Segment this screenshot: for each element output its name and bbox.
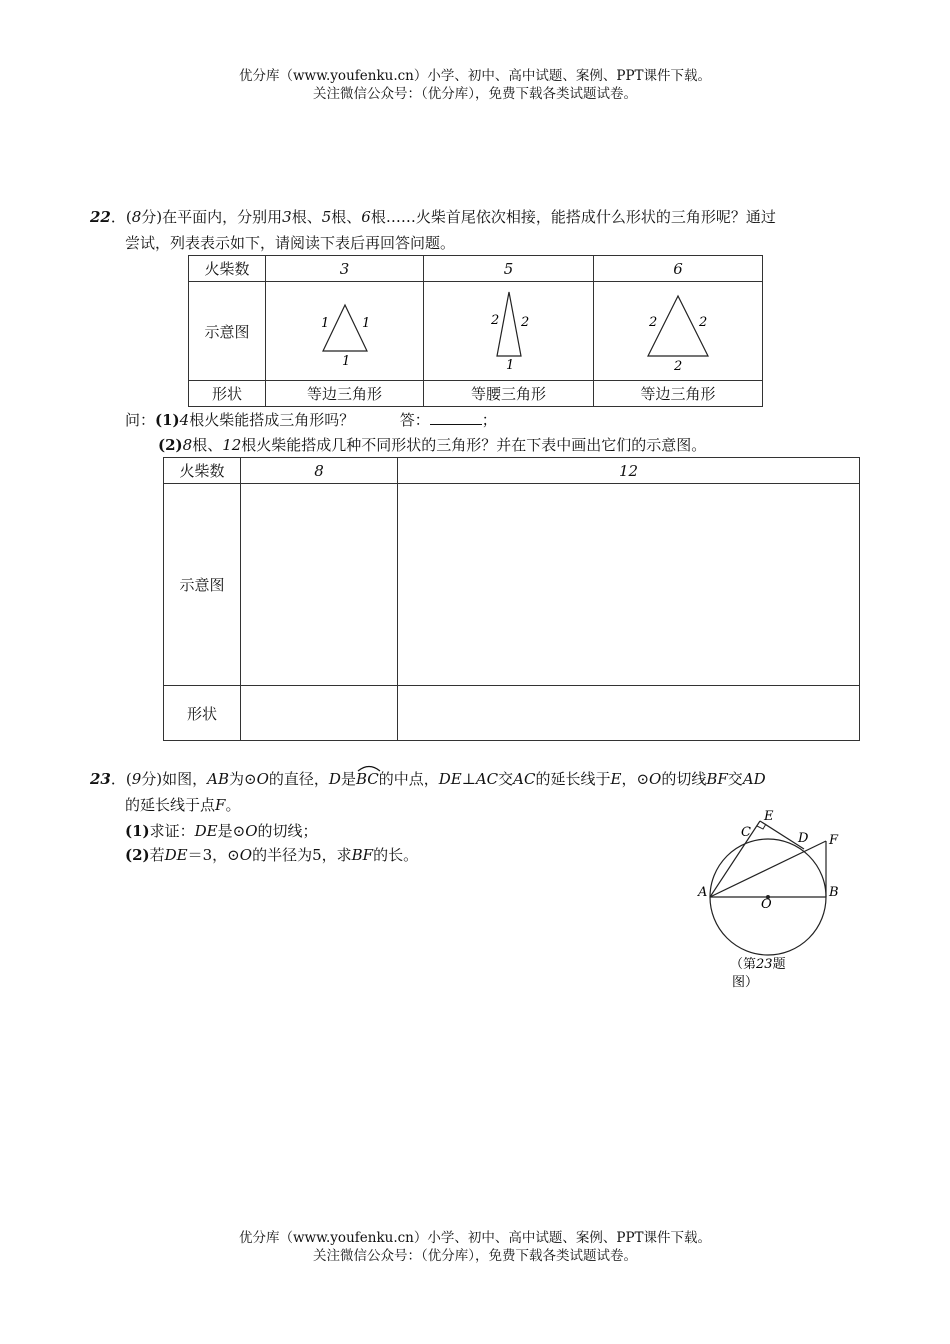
table1-shape-row — [189, 381, 763, 407]
footer-line-1: 优分库（www.youfenku.cn）小学、初中、高中试题、案例、PPT课件下载。 — [238, 1230, 712, 1246]
footer-line-2: 关注微信公众号：（优分库），免费下载各类试题试卷。 — [313, 1248, 637, 1264]
q22-points: 8 — [131, 208, 142, 226]
triangle-5-diagram — [459, 284, 559, 374]
triangle-6-side-bottom: 2 — [674, 359, 683, 374]
q22-answer-end: ； — [481, 411, 497, 429]
q23-O: O — [256, 770, 269, 788]
triangle-6-side-left: 2 — [649, 315, 658, 330]
q22-sub1 — [125, 407, 497, 433]
q23-D: D — [328, 770, 341, 788]
q22-ask-prefix: 问： — [125, 411, 156, 429]
q22-sub1-label: (1) — [155, 411, 180, 429]
header-line-1: 优分库（www.youfenku.cn）小学、初中、高中试题、案例、PPT课件下载。 — [238, 68, 712, 84]
q22-number: 22 — [90, 208, 111, 226]
q23-sub1-b: 是⊙ — [217, 822, 246, 840]
triangle-3-diagram — [295, 289, 395, 369]
q23-sub1-c: 的切线； — [257, 822, 318, 840]
q23-sub1 — [125, 818, 318, 844]
q23-AB: AB — [207, 770, 229, 788]
label-F: F — [829, 833, 839, 848]
table1-diagram-5 — [424, 282, 594, 381]
q22-sep1: 根、 — [291, 208, 322, 226]
q23-sub2-r: 5 — [312, 846, 322, 864]
q23-perp: ⊥ — [461, 770, 476, 788]
triangle-3-side-right: 1 — [361, 316, 370, 331]
table1-diagram-row — [189, 282, 763, 381]
q22-sub1-num: 4 — [179, 411, 190, 429]
figure-caption-line-2: 图） — [732, 975, 759, 990]
q23-t3: 的直径， — [268, 770, 329, 788]
q22-n5: 5 — [321, 208, 332, 226]
triangle-5-side-left: 2 — [490, 313, 499, 328]
match-table-1 — [188, 255, 763, 407]
triangle-3-shape — [320, 305, 367, 351]
q22-sep2: 根、 — [331, 208, 362, 226]
table1-diagram-label: 示意图 — [189, 282, 266, 381]
q23-sub2-a: 若 — [149, 846, 165, 864]
triangle-6-side-right: 2 — [699, 315, 708, 330]
answer-table-2 — [163, 457, 860, 741]
q22-sub2 — [158, 432, 706, 458]
table1-shape-3: 等边三角形 — [266, 381, 424, 407]
triangle-3-side-bottom: 1 — [341, 354, 350, 369]
table1-diagram-3 — [266, 282, 424, 381]
q23-AC: AC — [475, 770, 499, 788]
table1-count-6: 6 — [594, 256, 763, 282]
q23-sub2-DE: DE — [164, 846, 188, 864]
q22-answer-blank[interactable] — [430, 410, 482, 425]
q23-t4: 是 — [340, 770, 356, 788]
q23-O2: O — [649, 770, 662, 788]
q22-sub2-label: (2) — [158, 436, 183, 454]
table1-shape-label: 形状 — [189, 381, 266, 407]
q23-line2b: 。 — [225, 796, 241, 814]
table2-count-8: 8 — [241, 458, 398, 484]
label-E: E — [764, 809, 774, 824]
q22-sub2-text: 根火柴能搭成几种不同形状的三角形？并在下表中画出它们的示意图。 — [241, 436, 707, 454]
q23-number: 23 — [90, 770, 111, 788]
table2-shape-row — [164, 686, 860, 741]
table2-header-row — [164, 458, 860, 484]
q23-AC2: AC — [513, 770, 536, 788]
q23-DE: DE — [438, 770, 462, 788]
q22-sub1-text: 根火柴能搭成三角形吗？ — [189, 411, 355, 429]
header-line-2: 关注微信公众号：（优分库），免费下载各类试题试卷。 — [313, 86, 637, 102]
table1-shape-5: 等腰三角形 — [424, 381, 594, 407]
table2-diagram-12[interactable] — [398, 484, 860, 686]
triangle-5-side-bottom: 1 — [505, 358, 514, 373]
table1-shape-6: 等边三角形 — [594, 381, 763, 407]
arc-mark-icon — [356, 764, 382, 772]
q22-text-a: 分)在平面内，分别用 — [141, 208, 283, 226]
figure-caption-line-1 — [730, 957, 786, 972]
label-C: C — [741, 825, 751, 840]
q23-t8: ，⊙ — [621, 770, 650, 788]
q22-line-1: 22．(8分)在平面内，分别用3根、5根、6根……火柴首尾依次相接，能搭成什么形状的三角形呢？通过 — [90, 208, 776, 226]
triangle-3-side-left: 1 — [320, 316, 329, 331]
q22-answer-label: 答： — [399, 411, 430, 429]
label-A: A — [698, 885, 708, 900]
q23-sub1-label: (1) — [125, 822, 150, 840]
q23-F: F — [215, 796, 226, 814]
q23-sub2-BF: BF — [351, 846, 374, 864]
page-header — [0, 67, 950, 103]
table1-diagram-6 — [594, 282, 763, 381]
caption-a: （第 — [730, 957, 757, 972]
label-D: D — [798, 831, 809, 846]
table1-header-row — [189, 256, 763, 282]
q23-sub1-a: 求证： — [149, 822, 195, 840]
table1-count-5: 5 — [424, 256, 594, 282]
table1-header-label: 火柴数 — [189, 256, 266, 282]
right-angle-mark — [757, 824, 766, 829]
q23-sub2-label: (2) — [125, 846, 150, 864]
q23-E: E — [610, 770, 622, 788]
q23-t9: 的切线 — [661, 770, 707, 788]
q23-sub2-c: 的半径为 — [252, 846, 313, 864]
label-O: O — [761, 897, 772, 912]
q23-AD: AD — [742, 770, 766, 788]
table2-shape-label: 形状 — [164, 686, 241, 741]
q23-sub1-O: O — [245, 822, 258, 840]
q23-line2a: 的延长线于点 — [125, 796, 216, 814]
table2-diagram-label: 示意图 — [164, 484, 241, 686]
q23-points: 9 — [131, 770, 142, 788]
q22-n6: 6 — [361, 208, 371, 226]
segment-AE — [710, 821, 760, 897]
q22-sub2-n12: 12 — [222, 436, 242, 454]
table2-shape-8[interactable] — [241, 686, 398, 741]
q23-BF: BF — [706, 770, 728, 788]
q23-sub2-d: ，求 — [321, 846, 352, 864]
triangle-6-diagram — [623, 284, 733, 374]
q22-n3: 3 — [282, 208, 292, 226]
triangle-5-shape — [497, 292, 521, 356]
q23-t5: 的中点， — [378, 770, 439, 788]
q23-t7: 的延长线于 — [535, 770, 611, 788]
label-B: B — [829, 885, 839, 900]
table2-diagram-row — [164, 484, 860, 686]
arc-BC — [356, 766, 379, 792]
q23-t2: 为⊙ — [229, 770, 257, 788]
caption-num: 23 — [756, 957, 773, 972]
q23-line-2 — [125, 792, 240, 818]
q23-t1: 分)如图， — [141, 770, 208, 788]
q23-sub2-O: O — [239, 846, 253, 864]
caption-b: 题 — [772, 957, 786, 972]
q22-sub2-sep: 根、 — [192, 436, 223, 454]
q23-t6: 交 — [498, 770, 514, 788]
q23-sub2-e: 的长。 — [373, 846, 419, 864]
q23-sub2 — [125, 842, 418, 868]
page-footer — [0, 1229, 950, 1265]
table2-header-label: 火柴数 — [164, 458, 241, 484]
q23-sub1-DE: DE — [194, 822, 218, 840]
q23-t10: 交 — [727, 770, 743, 788]
q23-line-1: 23．(9分)如图，AB为⊙O的直径，D是 BC的中点，DE⊥AC交AC的延长线于E，⊙O的切线BF交AD — [90, 766, 766, 792]
segment-AF — [710, 841, 826, 897]
q23-BC: BC — [355, 770, 379, 788]
q23-sub2-b: ＝3，⊙ — [187, 846, 240, 864]
q22-sub2-n8: 8 — [182, 436, 193, 454]
table2-diagram-8[interactable] — [241, 484, 398, 686]
table2-count-12: 12 — [398, 458, 860, 484]
circle-geometry-figure — [690, 800, 850, 990]
triangle-5-side-right: 2 — [520, 315, 529, 330]
q22-line-2: 尝试，列表表示如下，请阅读下表后再回答问题。 — [125, 234, 456, 252]
table1-count-3: 3 — [266, 256, 424, 282]
q22-text-b: 根……火柴首尾依次相接，能搭成什么形状的三角形呢？通过 — [370, 208, 776, 226]
table2-shape-12[interactable] — [398, 686, 860, 741]
